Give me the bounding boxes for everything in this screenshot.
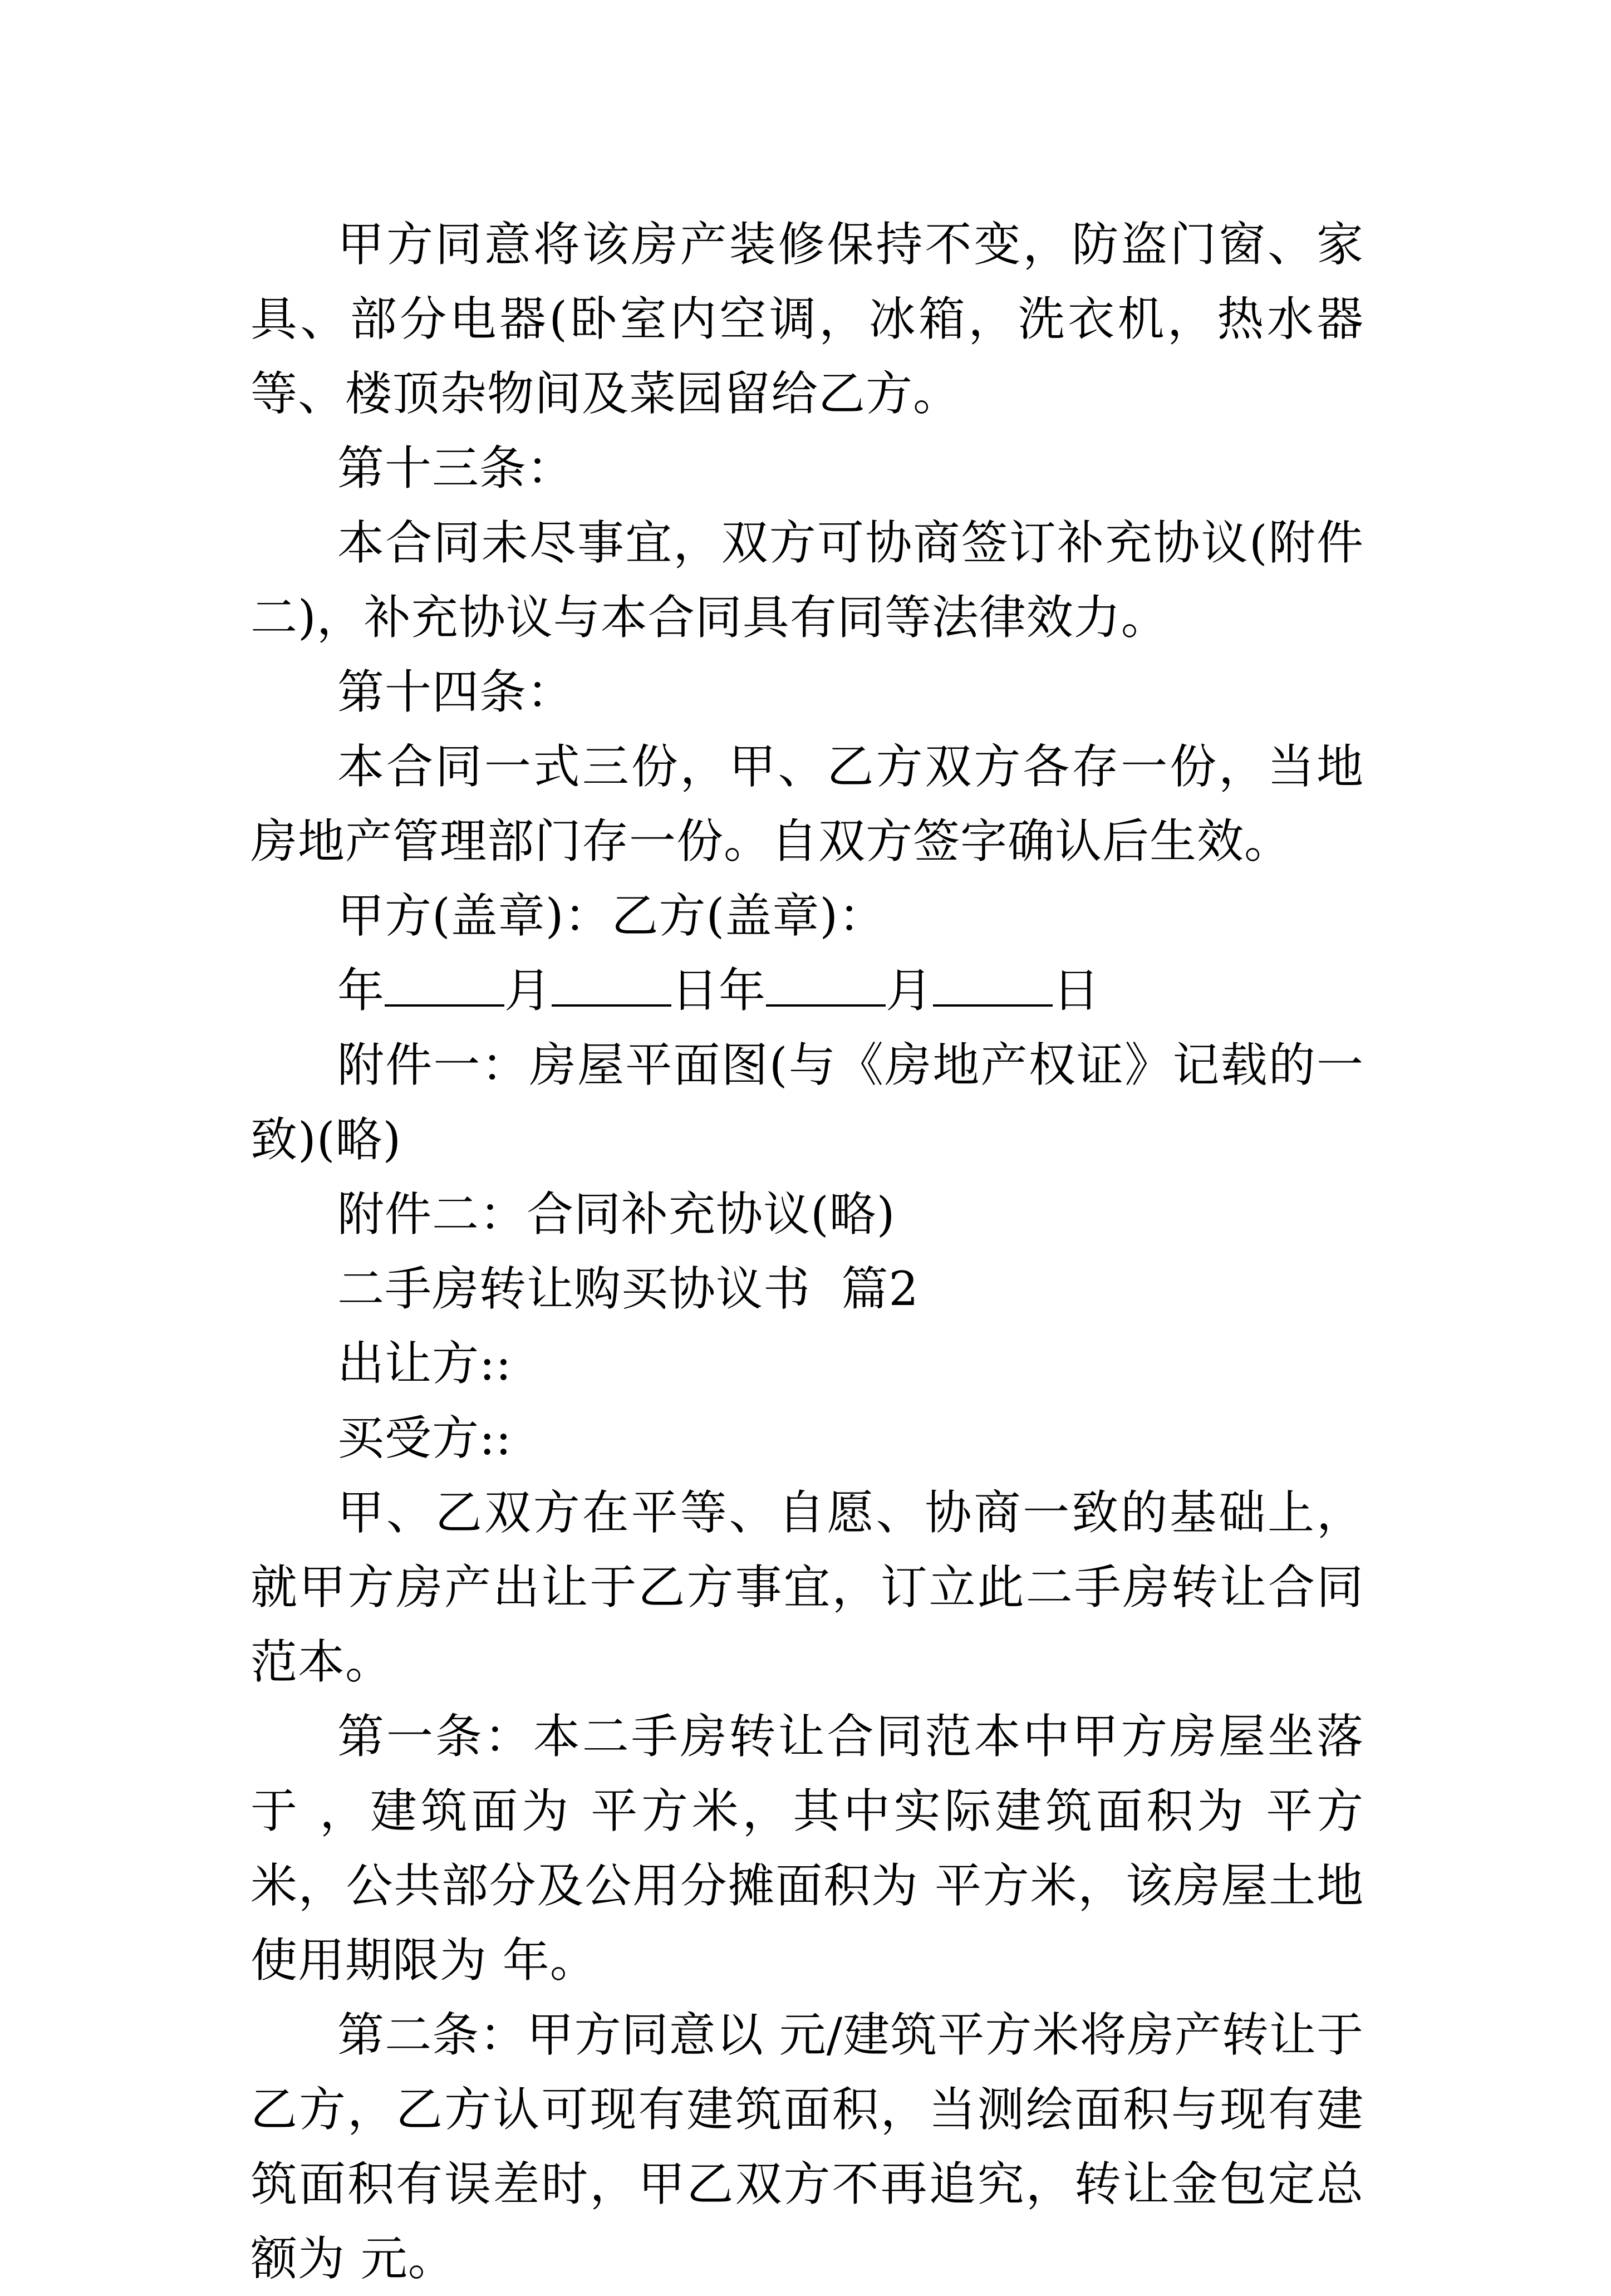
attachment-2: 附件二：合同补充协议(略) — [337, 1187, 896, 1242]
date-month-1: 月 — [504, 963, 552, 1018]
paragraph-copies: 本合同一式三份，甲、乙方双方各存一份，当地房地产管理部门存一份。自双方签字确认后生效。 — [251, 739, 1364, 869]
seller-line: 出让方:: — [337, 1336, 512, 1391]
paragraph-agreement: 甲、乙双方在平等、自愿、协商一致的基础上，就甲方房产出让于乙方事宜，订立此二手房转让合同范本。 — [251, 1485, 1364, 1689]
document-body — [251, 207, 1364, 2296]
article-14-heading: 第十四条： — [337, 665, 574, 719]
buyer-line: 买受方:: — [337, 1411, 512, 1465]
blank-underline — [766, 965, 886, 1007]
article-1: 第一条：本二手房转让合同范本中甲方房屋坐落于 ，建筑面为 平方米，其中实际建筑面积为 平方米，公共部分及公用分摊面积为 平方米，该房屋土地使用期限为 年。 — [251, 1709, 1364, 1988]
signature-line: 甲方(盖章)：乙方(盖章)： — [337, 889, 886, 943]
date-year-1: 年 — [337, 963, 385, 1018]
date-day-2: 日 — [1053, 963, 1101, 1018]
blank-underline — [552, 965, 671, 1007]
paragraph-furnishings: 甲方同意将该房产装修保持不变，防盗门窗、家具、部分电器(卧室内空调，冰箱，洗衣机，热水器等、楼顶杂物间及菜园留给乙方。 — [251, 217, 1364, 421]
date-line — [251, 953, 1364, 1028]
article-2: 第二条：甲方同意以 元/建筑平方米将房产转让于乙方，乙方认可现有建筑面积，当测绘面积与现有建筑面积有误差时，甲乙双方不再追究，转让金包定总额为 元。 — [251, 2008, 1364, 2286]
paragraph-supplementary: 本合同未尽事宜，双方可协商签订补充协议(附件二)，补充协议与本合同具有同等法律效力。 — [251, 516, 1364, 645]
section-title-part-2: 二手房转让购买协议书 篇2 — [337, 1262, 919, 1316]
date-month-2: 月 — [886, 963, 934, 1018]
date-day-year: 日年 — [671, 963, 767, 1018]
article-13-heading: 第十三条： — [337, 441, 574, 495]
blank-underline — [933, 965, 1053, 1007]
attachment-1: 附件一：房屋平面图(与《房地产权证》记载的一致)(略) — [251, 1038, 1364, 1167]
blank-underline — [385, 965, 504, 1007]
